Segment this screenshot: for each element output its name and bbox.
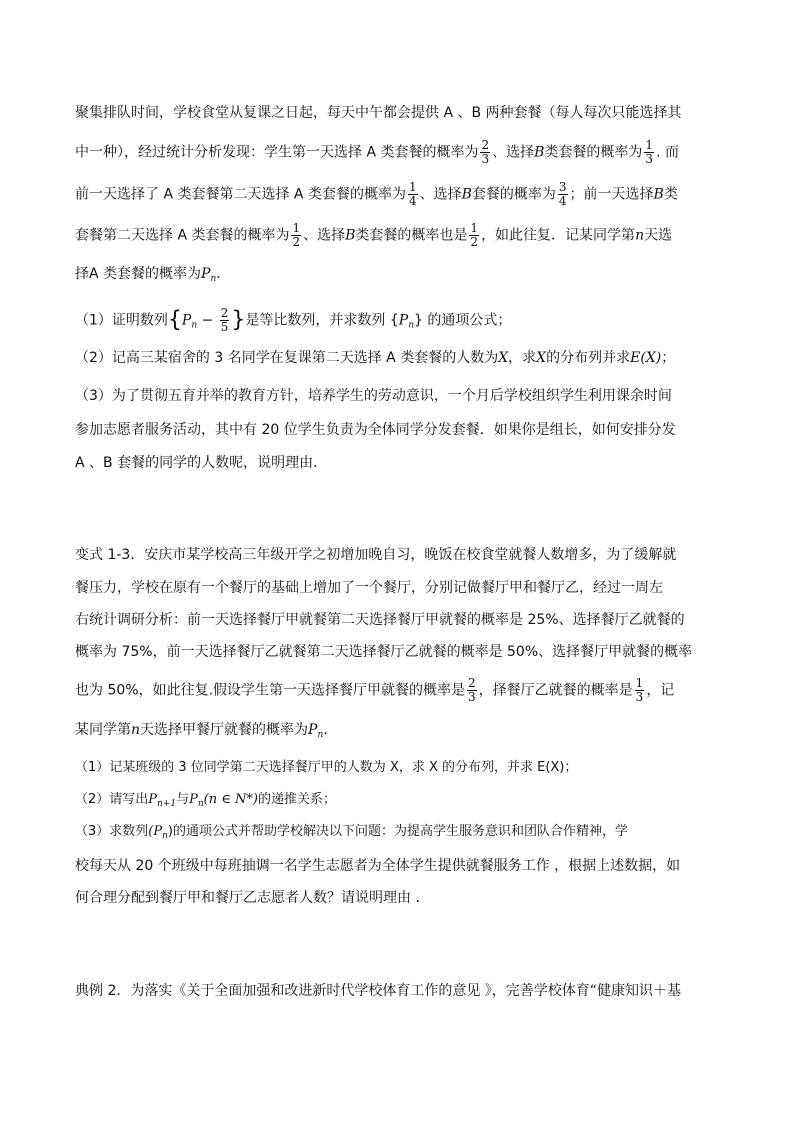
p1-text: 是等比数列，并求数列 {	[245, 312, 399, 329]
math-op: )	[167, 824, 173, 839]
math-expr: E(X)	[630, 350, 662, 366]
p1-line-4	[75, 222, 735, 249]
p2-text: （1）记某班级的 3 位同学第二天选择餐厅甲的人数为 X，求 X 的分布列，并求 E(X)；	[75, 760, 578, 775]
p1-line-1	[75, 103, 735, 123]
p1-text: 套餐第二天选择 A 类套餐的概率为	[75, 227, 290, 244]
fraction	[644, 139, 654, 166]
p1-text: 前一天选择了 A 类套餐第二天选择 A 类套餐的概率为	[75, 186, 406, 203]
p3-text: 典例 2．为落实《关于全面加强和改进新时代学校体育工作的意见 》，完善学校体育“健康知识＋基	[75, 983, 682, 999]
p1-text: （1）证明数列	[75, 312, 168, 329]
p2-line-3	[75, 610, 735, 630]
p1-question-3-cont	[75, 420, 735, 440]
math-var: n	[635, 227, 645, 244]
fraction-denominator: 3	[635, 690, 644, 704]
math-var: B	[345, 227, 356, 244]
p2-text: 也为 50%，如此往复.假设学生第一天选择餐厅甲就餐的概率是	[75, 682, 466, 699]
math-var: X	[536, 350, 547, 366]
p1-text: ；前一天选择	[569, 186, 654, 203]
p1-text: 天选	[644, 227, 673, 244]
p1-text: 中一种），经过统计分析发现：学生第一天选择 A 类套餐的概率为	[75, 144, 479, 161]
p2-question-3-cont	[75, 856, 735, 876]
p2-text: 右统计调研分析：前一天选择餐厅甲就餐第二天选择餐厅甲就餐的概率是 25%、选择餐厅乙就餐的	[75, 612, 685, 628]
p2-text: 校每天从 20 个班级中每班抽调一名学生志愿者为全体学生提供就餐服务工作 ，根据上述数据，如	[75, 858, 681, 874]
p2-line-5	[75, 677, 735, 704]
fraction-numerator: 1	[635, 676, 644, 690]
p2-line-1	[75, 545, 735, 565]
math-op: −	[197, 312, 218, 329]
p1-text: ；	[661, 350, 676, 366]
p2-text: 某同学第	[75, 722, 131, 738]
fraction-denominator: 4	[408, 194, 417, 208]
fraction	[291, 222, 301, 249]
p2-text: 的递推关系；	[257, 792, 336, 807]
p1-text: 的分布列并求	[546, 350, 631, 366]
math-expr: (n ∈ N*)	[203, 792, 258, 807]
fraction-denominator: 5	[220, 320, 229, 334]
p2-text: .	[323, 722, 328, 738]
p1-text: 参加志愿者服务活动，其中有 20 位学生负责为全体同学分发套餐．如果你是组长，如何安排分发	[75, 422, 676, 438]
p1-text: ．	[216, 266, 231, 282]
math-subscript: n+1	[157, 799, 177, 809]
p1-line-5	[75, 264, 735, 289]
p1-text: 类	[663, 186, 678, 203]
fraction-denominator: 2	[470, 235, 479, 249]
p1-question-2	[75, 348, 735, 368]
fraction-numerator: 1	[408, 180, 417, 194]
p1-text: . 而	[656, 144, 679, 161]
p3-line-1	[75, 981, 735, 1001]
p2-question-1	[75, 758, 735, 778]
p1-text: 类套餐的概率也是	[355, 227, 468, 244]
fraction-numerator: 3	[558, 180, 567, 194]
right-brace: }	[231, 307, 246, 333]
fraction-numerator: 1	[470, 221, 479, 235]
p1-text: 类套餐的概率为	[544, 144, 643, 161]
p2-text: 变式 1-3．安庆市某学校高三年级开学之初增加晚自习，晚饭在校食堂就餐人数增多，为了缓解就	[75, 547, 677, 563]
fraction-denominator: 3	[481, 152, 490, 166]
p1-text: A 、B 套餐的同学的人数呢，说明理由．	[75, 455, 328, 471]
p1-line-3	[75, 181, 735, 208]
p1-text: } 的通项公式；	[414, 312, 512, 329]
p2-text: 概率为 75%，前一天选择餐厅乙就餐第二天选择餐厅乙就餐的概率是 50%、选择餐厅甲就餐的概率	[75, 644, 693, 660]
fraction-numerator: 1	[645, 138, 654, 152]
p1-line-2	[75, 139, 735, 166]
p2-text: ，择餐厅乙就餐的概率是	[478, 682, 633, 699]
p2-line-2	[75, 578, 735, 598]
p1-text: ，如此往复．记某同学第	[481, 227, 636, 244]
p2-text: （2）请写出	[75, 792, 149, 807]
p2-text: 何合理分配到餐厅甲和餐厅乙志愿者人数？请说明理由 .	[75, 890, 420, 906]
fraction	[558, 181, 568, 208]
p1-text: 、选择	[419, 186, 462, 203]
math-var: B	[653, 186, 664, 203]
math-var: P	[308, 722, 318, 738]
p1-text: 择A 类套餐的概率为	[75, 266, 202, 282]
math-var: X	[498, 350, 509, 366]
math-var: P	[398, 312, 409, 329]
p2-text: 天选择甲餐厅就餐的概率为	[140, 722, 309, 738]
p2-text: 餐压力，学校在原有一个餐厅的基础上增加了一个餐厅，分别记做餐厅甲和餐厅乙，经过一周左	[75, 580, 663, 596]
math-var: P	[181, 312, 192, 329]
fraction-numerator: 2	[481, 138, 490, 152]
math-var: P	[189, 792, 198, 807]
math-var: n	[131, 722, 141, 738]
fraction-denominator: 2	[292, 235, 301, 249]
p2-text: ，记	[646, 682, 675, 699]
p2-text: 的通项公式并帮助学校解决以下问题：为提高学生服务意识和团队合作精神，学	[172, 824, 628, 839]
math-subscript: n	[210, 274, 217, 284]
fraction	[480, 139, 490, 166]
fraction	[467, 677, 477, 704]
fraction-denominator: 3	[645, 152, 654, 166]
math-var: B	[534, 144, 545, 161]
math-var: B	[461, 186, 472, 203]
math-var: P	[201, 266, 211, 282]
fraction-numerator: 2	[468, 676, 476, 690]
math-subscript: n	[408, 320, 414, 331]
p1-text: 套餐的概率为	[471, 186, 556, 203]
p2-question-3	[75, 822, 735, 846]
p2-line-6	[75, 720, 735, 745]
math-var: (P	[148, 824, 163, 839]
p2-question-3-cont2	[75, 888, 735, 908]
p1-text: 、选择	[492, 144, 535, 161]
fraction	[220, 307, 230, 334]
p2-question-2	[75, 790, 735, 814]
p1-question-3	[75, 386, 735, 406]
math-subscript: n	[197, 799, 204, 809]
p2-text: 与	[176, 792, 190, 807]
p1-text: 聚集排队时间，学校食堂从复课之日起，每天中午都会提供 A 、B 两种套餐（每人每次只能选择其	[75, 105, 682, 121]
math-var: P	[148, 792, 158, 807]
fraction	[635, 677, 645, 704]
left-brace: {	[167, 307, 182, 333]
fraction-numerator: 2	[220, 306, 229, 320]
p2-line-4	[75, 642, 735, 662]
math-subscript: n	[317, 730, 324, 740]
fraction-numerator: 1	[292, 221, 301, 235]
math-subscript: n	[191, 320, 198, 331]
p2-text: （3）求数列	[75, 824, 149, 839]
p1-text: （3）为了贯彻五育并举的教育方针，培养学生的劳动意识，一个月后学校组织学生利用课余时间	[75, 388, 672, 404]
fraction	[469, 222, 479, 249]
fraction-denominator: 4	[558, 194, 567, 208]
fraction	[408, 181, 418, 208]
fraction-denominator: 3	[468, 690, 476, 704]
p1-question-3-cont2	[75, 453, 735, 473]
math-subscript: n	[162, 831, 168, 841]
p1-question-1	[75, 307, 735, 336]
p1-text: 、选择	[303, 227, 346, 244]
p1-text: ，求	[508, 350, 537, 366]
p1-text: （2）记高三某宿舍的 3 名同学在复课第二天选择 A 类套餐的人数为	[75, 350, 499, 366]
